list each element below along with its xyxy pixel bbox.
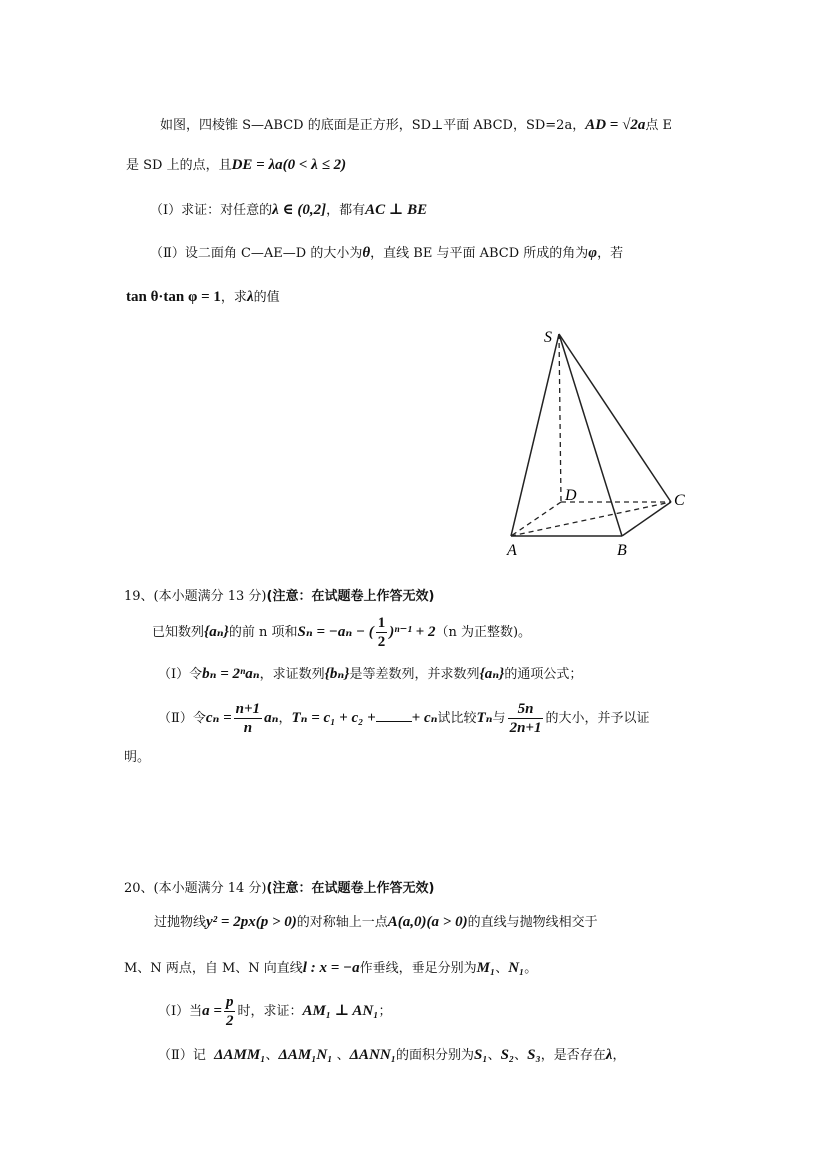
p20-note: (注意：在试题卷上作答无效)	[266, 881, 435, 896]
frac-num: 5n	[508, 700, 544, 719]
label-s: S	[544, 329, 552, 346]
p19-text: ，求证数列	[259, 667, 325, 682]
p19-text: 是等差数列，并求数列	[349, 667, 480, 682]
p20-lambda: λ	[605, 1047, 613, 1063]
p19-text: 已知数列	[152, 625, 205, 640]
p20-heading: 20、(本小题满分 14 分)	[124, 881, 267, 896]
edge-sa	[511, 334, 559, 536]
edge-sd	[559, 334, 561, 502]
p20-s3: S₃	[527, 1047, 541, 1063]
p19-formula-cn-tail: + cₙ	[411, 710, 438, 726]
p20-text: 作垂线，垂足分别为	[359, 961, 477, 976]
p19-tn: Tₙ	[476, 710, 493, 726]
p19-seq-a: {aₙ}	[204, 624, 229, 640]
p20-text: 、	[495, 961, 509, 976]
p19-frac-5n	[508, 700, 544, 737]
p20-n1: N₁	[508, 960, 525, 976]
p20-formula-perp: AM₁ ⊥ AN₁	[302, 1003, 379, 1019]
p20-line-l: l : x = −a	[302, 960, 360, 976]
label-c: C	[674, 492, 685, 509]
frac-num: n+1	[235, 701, 261, 717]
p18-text: ，求	[220, 290, 247, 305]
p19-text: ，	[278, 711, 292, 726]
p20-text: 时，求证：	[237, 1004, 303, 1019]
p18-lambda: λ	[246, 289, 254, 305]
p19-part2-cont	[124, 746, 150, 765]
p20-formula-a: a =	[202, 1003, 222, 1019]
label-b: B	[617, 542, 627, 559]
label-a: A	[507, 542, 517, 559]
p18-line2	[126, 154, 346, 174]
p20-text: 、	[265, 1048, 279, 1063]
p19-text: 试比较	[437, 711, 477, 726]
p20-part2	[158, 1044, 625, 1064]
p19-seq-b: {bₙ}	[324, 666, 350, 682]
p18-part2-cont	[126, 286, 280, 306]
p19-text: 的前 n 项和	[228, 625, 298, 640]
p20-point-a: A(a,0)(a > 0)	[387, 914, 468, 930]
p19-formula-cn: cₙ =	[205, 710, 232, 726]
p19-frac-n1-n	[234, 700, 262, 737]
p19-part2	[158, 700, 649, 737]
p19-seq-a: {aₙ}	[479, 666, 505, 682]
p18-theta: θ	[362, 245, 371, 261]
p18-formula-ac-perp-be: AC ⊥ BE	[365, 202, 428, 218]
p19-frac-half	[376, 614, 388, 651]
p20-text: 过抛物线	[154, 915, 207, 930]
p18-formula-lambda-range: λ ∈ (0,2]	[272, 202, 327, 218]
p20-frac-p2	[224, 993, 236, 1030]
p20-text: ，	[612, 1048, 626, 1063]
p19-formula-sn: Sₙ = −aₙ − (	[297, 624, 374, 640]
p20-text: （Ⅰ）当	[158, 1004, 203, 1019]
p19-an: aₙ	[264, 710, 279, 726]
p20-text: M、N 两点，自 M、N 向直线	[124, 961, 303, 976]
p20-text: 的面积分别为	[395, 1048, 474, 1063]
p20-tri-amm1: ΔAMM₁	[214, 1047, 266, 1063]
p18-phi: φ	[588, 245, 598, 261]
frac-num: 1	[377, 615, 386, 631]
p19-text: 明。	[124, 750, 151, 765]
p18-formula-tan: tan θ·tan φ = 1	[126, 289, 221, 305]
p20-stem2	[124, 957, 537, 977]
frac-den: 2	[377, 634, 386, 650]
frac-den: 2	[225, 1013, 234, 1029]
p20-formula-parabola: y² = 2px(p > 0)	[206, 914, 297, 930]
p20-header	[124, 877, 434, 896]
frac-num: p	[225, 994, 234, 1010]
p19-blank	[376, 711, 412, 722]
p20-text: 、	[514, 1048, 528, 1063]
p20-tri-ann1: ΔANN₁	[349, 1047, 396, 1063]
label-d: D	[565, 487, 577, 504]
p18-text: 如图，四棱锥 S—ABCD 的底面是正方形，SD⊥平面 ABCD，SD=2a，	[160, 118, 586, 133]
p20-text: （Ⅱ）记	[158, 1048, 206, 1063]
p18-text: 的值	[253, 290, 280, 305]
p19-formula-sn-tail: )ⁿ⁻¹ + 2	[389, 624, 436, 640]
p18-text: ，直线 BE 与平面 ABCD 所成的角为	[370, 246, 589, 261]
p19-note: (注意：在试题卷上作答无效)	[266, 589, 435, 604]
edge-sc	[559, 334, 671, 502]
p18-part2	[150, 242, 623, 262]
p18-formula-de: DE = λa(0 < λ ≤ 2)	[231, 157, 347, 173]
p19-header	[124, 585, 434, 604]
p18-text: 是 SD 上的点，且	[126, 158, 232, 173]
p19-text: （Ⅰ）令	[158, 667, 203, 682]
p19-text: （n 为正整数)。	[435, 625, 532, 640]
p19-text: （Ⅱ）令	[158, 711, 206, 726]
p19-text: 的大小，并予以证	[545, 711, 650, 726]
p19-formula-bn: bₙ = 2ⁿaₙ	[202, 666, 260, 682]
p20-text: ，是否存在	[540, 1048, 606, 1063]
p20-part1	[158, 993, 391, 1030]
p20-text: 、	[487, 1048, 501, 1063]
p19-stem	[152, 614, 531, 651]
p18-line1	[160, 114, 672, 134]
p20-text: ；	[378, 1004, 392, 1019]
p18-text: ，都有	[326, 203, 366, 218]
frac-den: 2n+1	[509, 720, 542, 736]
p19-text: 的通项公式；	[504, 667, 583, 682]
pyramid-figure	[495, 322, 695, 562]
p18-text: （Ⅱ）设二面角 C—AE—D 的大小为	[150, 246, 363, 261]
p20-s1: S₁	[473, 1047, 488, 1063]
p20-text: 的直线与抛物线相交于	[467, 915, 598, 930]
p20-text: 的对称轴上一点	[296, 915, 388, 930]
frac-den: n	[243, 720, 253, 736]
p18-text: ，若	[597, 246, 624, 261]
edge-sb	[559, 334, 622, 536]
p20-text: 、	[336, 1048, 350, 1063]
p20-stem1	[154, 911, 598, 931]
p18-text: （Ⅰ）求证：对任意的	[150, 203, 273, 218]
p19-part1	[158, 663, 582, 683]
p20-tri-am1n1: ΔAM₁N₁	[278, 1047, 333, 1063]
p20-m1: M₁	[476, 960, 496, 976]
p19-heading: 19、(本小题满分 13 分)	[124, 589, 267, 604]
p19-formula-tn: Tₙ = c₁ + c₂ +	[291, 710, 376, 726]
p18-text: 点 E	[645, 118, 672, 133]
p20-text: 。	[524, 961, 538, 976]
p19-text: 与	[492, 711, 506, 726]
p20-s2: S₂	[500, 1047, 515, 1063]
p18-formula-ad: AD = √2a	[585, 117, 646, 133]
p18-part1	[150, 199, 427, 219]
